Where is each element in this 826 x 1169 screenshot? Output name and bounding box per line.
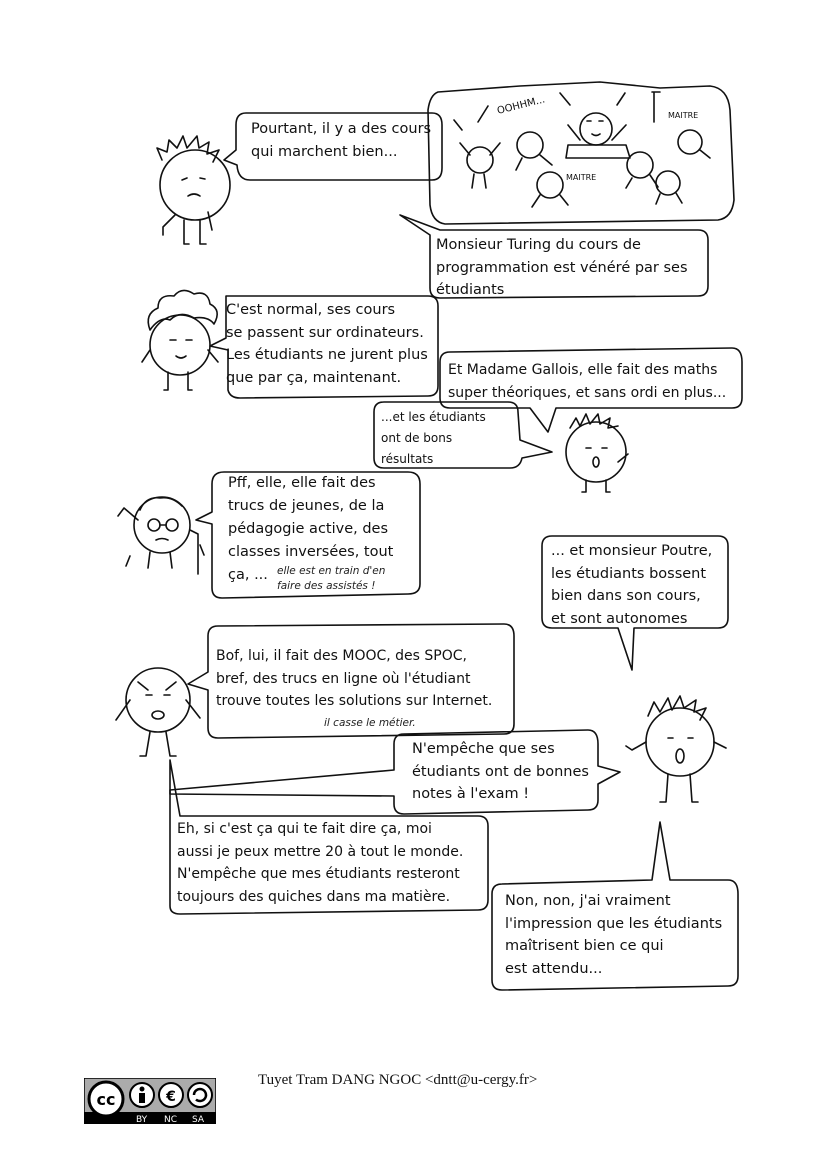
- sharealike-icon: [188, 1083, 212, 1107]
- bubble-3-text: C'est normal, ses cours se passent sur ordinateurs. Les étudiants ne jurent plus que par ça, maintenant.: [226, 302, 428, 386]
- attribution-icon: [140, 1087, 145, 1092]
- bubble-7-text: ... et monsieur Poutre, les étudiants bossent bien dans son cours, et sont autonomes: [551, 543, 713, 627]
- bubble-9-text: N'empêche que ses étudiants ont de bonnes notes à l'exam !: [412, 741, 589, 802]
- bubble-4-text: Et Madame Gallois, elle fait des maths super théoriques, et sans ordi en plus...: [448, 362, 727, 401]
- license-by: BY: [136, 1115, 148, 1124]
- maitre-label-2: MAITRE: [566, 173, 597, 182]
- character-spiky-hair-2: [566, 414, 628, 492]
- bubble-6-text: Pff, elle, elle fait des trucs de jeunes, de la pédagogie active, des classes inversées, tout ça, ...: [228, 475, 394, 583]
- bubble-1-text: Pourtant, il y a des cours qui marchent bien...: [251, 121, 432, 160]
- bubble-5-text: ...et les étudiants ont de bons résultats: [381, 410, 486, 466]
- character-curly-hair: [142, 290, 218, 390]
- bubble-2-text: Monsieur Turing du cours de programmation est vénéré par ses étudiants: [436, 237, 688, 298]
- cc-icon: cc: [96, 1090, 116, 1109]
- character-angry: [116, 668, 200, 756]
- maitre-label-1: MAITRE: [668, 111, 699, 120]
- bubble-6-aside: elle est en train d'en faire des assistés !: [277, 565, 386, 592]
- character-spiky-hair-3: [626, 696, 726, 802]
- license-sa: SA: [192, 1115, 205, 1124]
- bubble-10-text: Eh, si c'est ça qui te fait dire ça, moi aussi je peux mettre 20 à tout le monde. N'empêche que mes étudiants resteront toujours des quiches dans ma matière.: [177, 821, 464, 905]
- author-credit: Tuyet Tram DANG NGOC <dntt@u-cergy.fr>: [258, 1072, 538, 1088]
- character-old-professor: [118, 497, 204, 574]
- bubble-8-text: Bof, lui, il fait des MOOC, des SPOC, bref, des trucs en ligne où l'étudiant trouve toutes les solutions sur Internet.: [216, 648, 493, 709]
- license-nc: NC: [164, 1115, 178, 1124]
- worship-scene: [428, 82, 734, 224]
- svg-text:€: €: [166, 1089, 176, 1105]
- character-spiky-hair-1: [157, 136, 230, 244]
- bubble-11-text: Non, non, j'ai vraiment l'impression que les étudiants maîtrisent bien ce qui est attendu...: [505, 893, 723, 977]
- chant-label: OOHHM...: [496, 94, 547, 117]
- bubble-8-aside: il casse le métier.: [324, 717, 416, 729]
- cc-license-badge: [84, 1078, 216, 1124]
